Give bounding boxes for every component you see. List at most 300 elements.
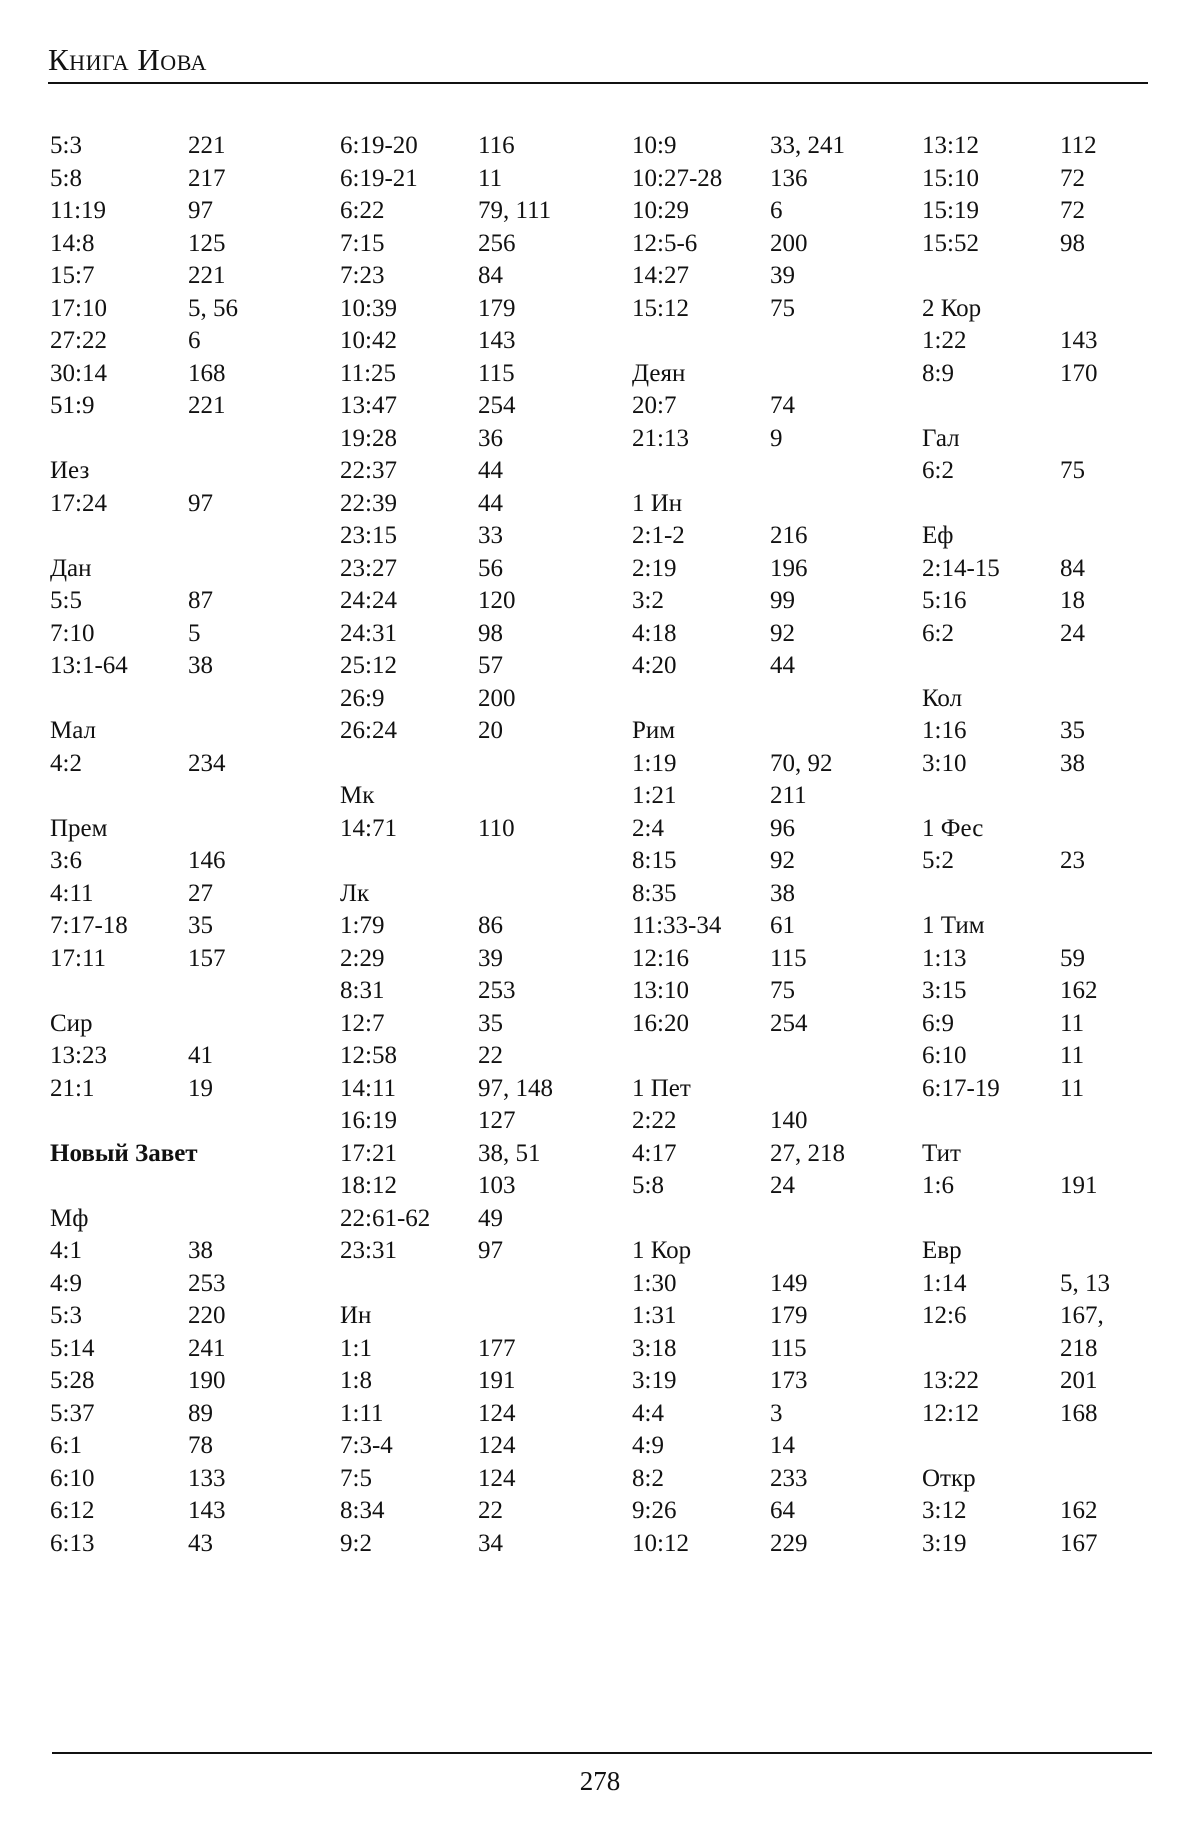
page-reference: 98	[1060, 229, 1085, 257]
index-entry	[922, 1333, 1192, 1366]
page-reference: 191	[478, 1367, 516, 1394]
page-reference: 201	[1060, 1367, 1098, 1394]
page-reference: 168	[1060, 1399, 1098, 1427]
index-entry	[632, 1430, 902, 1463]
index-entry	[340, 618, 610, 651]
index-entry	[922, 553, 1192, 586]
index-entry	[922, 1073, 1192, 1106]
index-entry	[632, 520, 902, 553]
verse-reference: 5:28	[50, 1367, 95, 1394]
book-heading	[922, 293, 1192, 326]
book-heading	[922, 1138, 1192, 1171]
verse-reference: 4:2	[50, 749, 82, 777]
verse-reference: 6:13	[50, 1529, 95, 1557]
page-reference: 110	[478, 814, 515, 842]
page-reference: 27	[188, 879, 213, 907]
index-entry	[922, 325, 1192, 358]
index-entry	[340, 1105, 610, 1138]
verse-reference: 8:9	[922, 359, 954, 387]
verse-reference: 1:79	[340, 912, 385, 939]
index-entry	[50, 358, 320, 391]
verse-reference: 10:27-28	[632, 164, 723, 192]
page-reference: 115	[770, 1334, 807, 1362]
page-reference: 5, 56	[188, 294, 238, 322]
book-title: Мал	[50, 717, 97, 744]
verse-reference: 51:9	[50, 392, 95, 419]
verse-reference: 7:3-4	[340, 1432, 393, 1459]
page-reference: 35	[188, 912, 213, 939]
book-title: Мф	[50, 1204, 89, 1232]
page-reference: 218	[1060, 1334, 1098, 1362]
index-entry	[632, 845, 902, 878]
book-heading	[632, 715, 902, 748]
page-reference: 143	[1060, 327, 1098, 354]
index-entry	[340, 520, 610, 553]
index-entry	[632, 813, 902, 846]
page-reference: 97	[478, 1237, 503, 1264]
index-entry	[922, 1268, 1192, 1301]
verse-reference: 4:1	[50, 1237, 82, 1264]
verse-reference: 14:27	[632, 262, 689, 289]
verse-reference: 3:12	[922, 1497, 967, 1524]
spacer	[632, 325, 902, 358]
page-reference: 18	[1060, 587, 1085, 614]
page-reference: 216	[770, 522, 808, 549]
index-entry	[340, 1333, 610, 1366]
verse-reference: 8:15	[632, 847, 677, 874]
index-entry	[340, 488, 610, 521]
index-entry	[632, 1333, 902, 1366]
page-reference: 39	[478, 944, 503, 972]
verse-reference: 3:19	[922, 1529, 967, 1557]
page-reference: 133	[188, 1464, 226, 1492]
page-reference: 38	[770, 879, 795, 907]
spacer	[922, 780, 1192, 813]
page-reference: 253	[188, 1269, 226, 1297]
page-reference: 5	[188, 619, 201, 647]
index-entry	[50, 1495, 320, 1528]
verse-reference: 2:19	[632, 554, 677, 582]
verse-reference: 10:39	[340, 294, 397, 322]
page-reference: 221	[188, 392, 226, 419]
book-heading	[922, 683, 1192, 716]
page-reference: 34	[478, 1529, 503, 1557]
verse-reference: 3:15	[922, 977, 967, 1004]
page-reference: 177	[478, 1334, 516, 1362]
page-reference: 221	[188, 132, 226, 159]
verse-reference: 12:16	[632, 944, 689, 972]
page-reference: 146	[188, 847, 226, 874]
spacer	[632, 455, 902, 488]
index-entry	[340, 228, 610, 261]
page-reference: 190	[188, 1367, 226, 1394]
index-entry	[50, 1333, 320, 1366]
verse-reference: 1:19	[632, 749, 677, 777]
index-entry	[50, 748, 320, 781]
verse-reference: 5:16	[922, 587, 967, 614]
verse-reference: 22:61-62	[340, 1204, 431, 1232]
page-reference: 79, 111	[478, 197, 552, 224]
page-reference: 211	[770, 782, 807, 809]
book-heading	[632, 1235, 902, 1268]
verse-reference: 2:14-15	[922, 554, 1000, 582]
verse-reference: 13:22	[922, 1367, 979, 1394]
verse-reference: 7:23	[340, 262, 385, 289]
index-entry	[632, 130, 902, 163]
page-reference: 124	[478, 1432, 516, 1459]
page-reference: 254	[770, 1009, 808, 1037]
page-reference: 253	[478, 977, 516, 1004]
verse-reference: 1:16	[922, 717, 967, 744]
spacer	[50, 780, 320, 813]
spacer	[50, 975, 320, 1008]
page-reference: 92	[770, 847, 795, 874]
verse-reference: 4:18	[632, 619, 677, 647]
verse-reference: 1:21	[632, 782, 677, 809]
page-reference: 170	[1060, 359, 1098, 387]
verse-reference: 14:8	[50, 229, 95, 257]
verse-reference: 19:28	[340, 424, 397, 452]
page-reference: 70, 92	[770, 749, 833, 777]
index-entry	[50, 163, 320, 196]
page-reference: 143	[188, 1497, 226, 1524]
page-reference: 136	[770, 164, 808, 192]
index-entry	[340, 553, 610, 586]
testament-heading	[50, 1138, 320, 1171]
verse-reference: 13:10	[632, 977, 689, 1004]
verse-reference: 9:26	[632, 1497, 677, 1524]
index-entry	[922, 1170, 1192, 1203]
page-number: 278	[579, 1766, 621, 1796]
index-entry	[922, 1528, 1192, 1561]
page-reference: 115	[770, 944, 807, 972]
index-entry	[340, 975, 610, 1008]
index-entry	[632, 1268, 902, 1301]
index-entry	[340, 293, 610, 326]
page-reference: 23	[1060, 847, 1085, 874]
verse-reference: 17:24	[50, 489, 107, 517]
page-reference: 59	[1060, 944, 1085, 972]
verse-reference: 15:10	[922, 164, 979, 192]
verse-reference: 24:31	[340, 619, 397, 647]
spacer	[922, 390, 1192, 423]
verse-reference: 18:12	[340, 1172, 397, 1199]
index-entry	[632, 878, 902, 911]
index-entry	[922, 1365, 1192, 1398]
page-reference: 41	[188, 1042, 213, 1069]
page-reference: 254	[478, 392, 516, 419]
page-reference: 125	[188, 229, 226, 257]
index-entry	[632, 1463, 902, 1496]
verse-reference: 4:20	[632, 652, 677, 679]
index-entry	[632, 390, 902, 423]
index-entry	[922, 1495, 1192, 1528]
verse-reference: 1:14	[922, 1269, 967, 1297]
spacer	[340, 748, 610, 781]
spacer	[50, 1170, 320, 1203]
verse-reference: 9:2	[340, 1529, 372, 1557]
spacer	[922, 1105, 1192, 1138]
page-reference: 97	[188, 197, 213, 224]
spacer	[340, 845, 610, 878]
book-title: Евр	[922, 1237, 962, 1264]
index-entry	[50, 585, 320, 618]
book-heading	[50, 553, 320, 586]
page-reference: 173	[770, 1367, 808, 1394]
index-entry	[632, 195, 902, 228]
book-heading	[50, 813, 320, 846]
verse-reference: 5:8	[50, 164, 82, 192]
index-entry	[50, 195, 320, 228]
book-title: 1 Пет	[632, 1074, 691, 1102]
verse-reference: 10:29	[632, 197, 689, 224]
book-heading	[340, 1300, 610, 1333]
verse-reference: 8:2	[632, 1464, 664, 1492]
book-heading	[922, 520, 1192, 553]
book-heading	[632, 358, 902, 391]
index-entry	[340, 1040, 610, 1073]
page-reference: 162	[1060, 977, 1098, 1004]
verse-reference: 21:13	[632, 424, 689, 452]
index-entry	[340, 585, 610, 618]
verse-reference: 15:12	[632, 294, 689, 322]
book-title: Сир	[50, 1009, 93, 1037]
page-reference: 11	[1060, 1074, 1085, 1102]
verse-reference: 26:9	[340, 684, 385, 712]
index-entry	[340, 1138, 610, 1171]
verse-reference: 26:24	[340, 717, 397, 744]
page-reference: 200	[478, 684, 516, 712]
verse-reference: 6:10	[50, 1464, 95, 1492]
index-entry	[922, 1040, 1192, 1073]
index-entry	[50, 228, 320, 261]
verse-reference: 24:24	[340, 587, 397, 614]
page-reference: 115	[478, 359, 515, 387]
verse-reference: 12:5-6	[632, 229, 698, 257]
index-entry	[632, 910, 902, 943]
spacer	[922, 1430, 1192, 1463]
verse-reference: 1:31	[632, 1302, 677, 1329]
verse-reference: 23:27	[340, 554, 397, 582]
page-reference: 6	[188, 327, 201, 354]
spacer	[632, 683, 902, 716]
verse-reference: 1:22	[922, 327, 967, 354]
index-entry	[340, 163, 610, 196]
page-reference: 20	[478, 717, 503, 744]
index-entry	[922, 715, 1192, 748]
page-reference: 99	[770, 587, 795, 614]
index-entry	[922, 845, 1192, 878]
page-reference: 56	[478, 554, 503, 582]
page-reference: 9	[770, 424, 783, 452]
index-entry	[50, 325, 320, 358]
verse-reference: 5:8	[632, 1172, 664, 1199]
index-entry	[340, 1170, 610, 1203]
page-reference: 229	[770, 1529, 808, 1557]
verse-reference: 2:4	[632, 814, 664, 842]
page-reference: 5, 13	[1060, 1269, 1110, 1297]
index-entry	[632, 1300, 902, 1333]
verse-reference: 1:8	[340, 1367, 372, 1394]
verse-reference: 11:33-34	[632, 912, 722, 939]
book-title: 1 Кор	[632, 1237, 692, 1264]
book-heading	[922, 1463, 1192, 1496]
index-entry	[632, 293, 902, 326]
page-reference: 92	[770, 619, 795, 647]
verse-reference: 16:19	[340, 1107, 397, 1134]
page-reference: 44	[770, 652, 795, 679]
verse-reference: 5:37	[50, 1399, 95, 1427]
page-reference: 38	[1060, 749, 1085, 777]
verse-reference: 5:3	[50, 1302, 82, 1329]
page-reference: 157	[188, 944, 226, 972]
index-entry	[632, 163, 902, 196]
page-reference: 75	[1060, 457, 1085, 484]
verse-reference: 1:13	[922, 944, 967, 972]
index-entry	[340, 1528, 610, 1561]
index-entry	[50, 130, 320, 163]
page-reference: 19	[188, 1074, 213, 1102]
verse-reference: 14:71	[340, 814, 397, 842]
page-reference: 191	[1060, 1172, 1098, 1199]
book-title: Откр	[922, 1464, 976, 1492]
page-reference: 44	[478, 489, 503, 517]
spacer	[922, 878, 1192, 911]
spacer	[922, 1203, 1192, 1236]
page-reference: 22	[478, 1042, 503, 1069]
index-entry	[922, 228, 1192, 261]
page-reference: 27, 218	[770, 1139, 845, 1167]
verse-reference: 6:1	[50, 1432, 82, 1459]
book-heading	[922, 423, 1192, 456]
spacer	[922, 488, 1192, 521]
spacer	[922, 650, 1192, 683]
index-entry	[50, 1365, 320, 1398]
verse-reference: 7:15	[340, 229, 385, 257]
verse-reference: 21:1	[50, 1074, 95, 1102]
index-entry	[50, 1528, 320, 1561]
page-reference: 74	[770, 392, 795, 419]
page-reference: 124	[478, 1399, 516, 1427]
book-heading	[50, 1008, 320, 1041]
page-reference: 241	[188, 1334, 226, 1362]
page-reference: 11	[478, 164, 503, 192]
footer-rule	[52, 1752, 1152, 1754]
spacer	[50, 1105, 320, 1138]
page-reference: 43	[188, 1529, 213, 1557]
running-title: Книга Иова	[48, 42, 207, 77]
spacer	[340, 1268, 610, 1301]
verse-reference: 3:19	[632, 1367, 677, 1394]
index-entry	[340, 910, 610, 943]
page-reference: 233	[770, 1464, 808, 1492]
book-heading	[632, 1073, 902, 1106]
page-reference: 39	[770, 262, 795, 289]
book-title: Кол	[922, 684, 963, 712]
book-heading	[50, 455, 320, 488]
page-reference: 143	[478, 327, 516, 354]
book-heading	[922, 813, 1192, 846]
index-entry	[340, 260, 610, 293]
page-reference: 167	[1060, 1529, 1098, 1557]
book-heading	[50, 1203, 320, 1236]
index-entry	[50, 943, 320, 976]
index-entry	[340, 358, 610, 391]
index-entry	[340, 195, 610, 228]
index-entry	[632, 1365, 902, 1398]
verse-reference: 6:2	[922, 457, 954, 484]
page-reference: 116	[478, 132, 515, 159]
index-entry	[632, 423, 902, 456]
index-entry	[922, 748, 1192, 781]
verse-reference: 7:17-18	[50, 912, 128, 939]
verse-reference: 3:18	[632, 1334, 677, 1362]
index-entry	[632, 1138, 902, 1171]
page-reference: 196	[770, 554, 808, 582]
verse-reference: 15:19	[922, 197, 979, 224]
verse-reference: 10:12	[632, 1529, 689, 1557]
index-entry	[50, 293, 320, 326]
verse-reference: 6:22	[340, 197, 385, 224]
page-reference: 24	[770, 1172, 795, 1199]
page-reference: 11	[1060, 1042, 1085, 1069]
verse-reference: 14:11	[340, 1074, 397, 1102]
page-reference: 84	[478, 262, 503, 289]
verse-reference: 13:12	[922, 132, 979, 159]
testament-title: Новый Завет	[50, 1139, 198, 1167]
page-reference: 234	[188, 749, 226, 777]
verse-reference: 12:7	[340, 1009, 385, 1037]
index-entry	[632, 780, 902, 813]
page-reference: 75	[770, 294, 795, 322]
page-reference: 84	[1060, 554, 1085, 582]
index-entry	[632, 585, 902, 618]
index-entry	[50, 1300, 320, 1333]
book-heading	[632, 488, 902, 521]
verse-reference: 13:23	[50, 1042, 107, 1069]
page-reference: 72	[1060, 197, 1085, 224]
verse-reference: 16:20	[632, 1009, 689, 1037]
book-title: 1 Ин	[632, 489, 683, 517]
index-entry	[632, 1105, 902, 1138]
book-title: Ин	[340, 1302, 372, 1329]
index-entry	[922, 195, 1192, 228]
page-reference: 220	[188, 1302, 226, 1329]
index-entry	[922, 130, 1192, 163]
index-entry	[632, 943, 902, 976]
page-reference: 61	[770, 912, 795, 939]
spacer	[50, 520, 320, 553]
book-title: Иез	[50, 457, 90, 484]
index-entry	[632, 228, 902, 261]
verse-reference: 22:37	[340, 457, 397, 484]
verse-reference: 17:21	[340, 1139, 397, 1167]
index-entry	[632, 260, 902, 293]
running-header	[48, 36, 1148, 84]
index-entry	[632, 1398, 902, 1431]
page-reference: 120	[478, 587, 516, 614]
verse-reference: 6:9	[922, 1009, 954, 1037]
index-entry	[632, 1008, 902, 1041]
verse-reference: 23:15	[340, 522, 397, 549]
verse-reference: 6:19-21	[340, 164, 418, 192]
page-reference: 179	[770, 1302, 808, 1329]
index-entry	[922, 975, 1192, 1008]
spacer	[922, 260, 1192, 293]
index-entry	[50, 1463, 320, 1496]
index-entry	[922, 1008, 1192, 1041]
book-title: Прем	[50, 814, 108, 842]
